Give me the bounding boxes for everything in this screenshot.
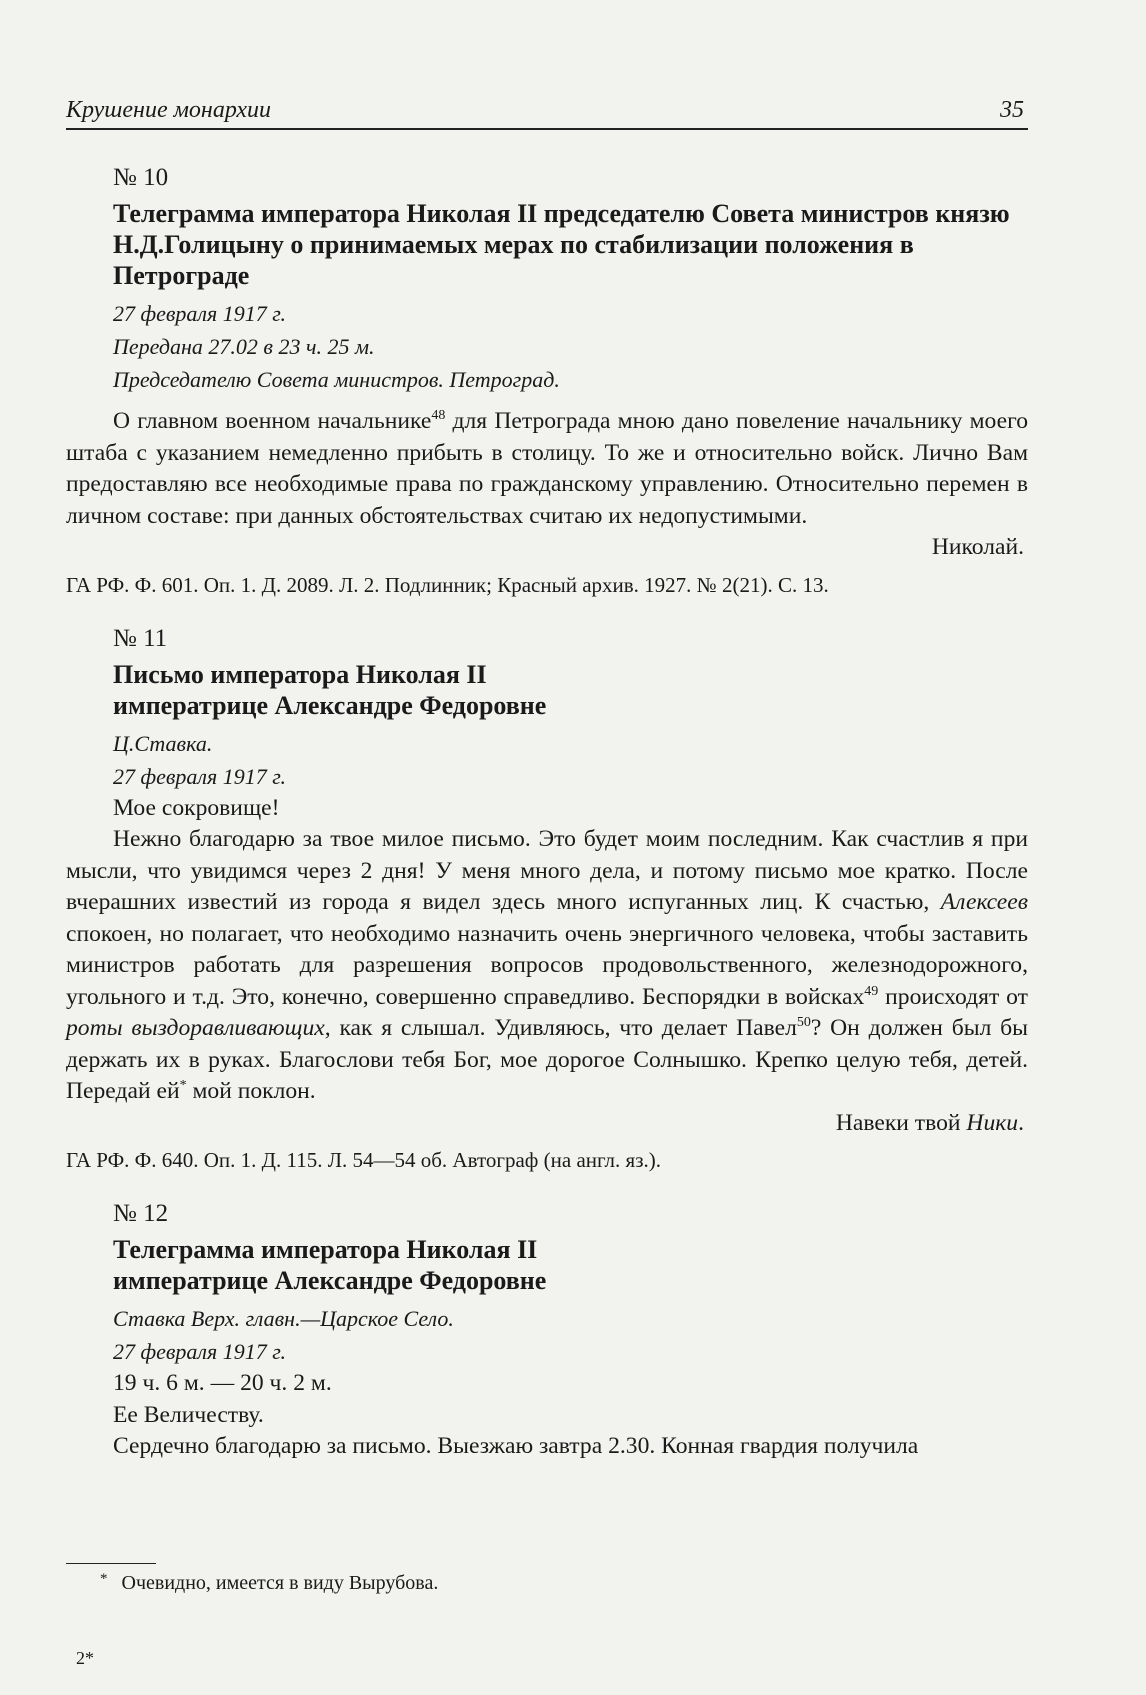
document-title: Телеграмма императора Николая II императрице Александре Федоровне — [113, 1235, 547, 1295]
body-text: , как я слышал. Удивляюсь, что делает Павел — [324, 1015, 797, 1041]
name-alekseev: Алексеев — [940, 889, 1028, 915]
document-body: Сердечно благодарю за письмо. Выезжаю завтра 2.30. Конная гвардия получила — [113, 1433, 919, 1459]
document-addressee: Председателю Совета министров. Петроград. — [113, 367, 560, 392]
document-number: № 10 — [113, 164, 169, 191]
body-text: для Петрограда мною дано повеление начальнику моего штаба с указанием немедленно прибыть в столицу. То же и относительно войск. Лично Вам предоставляю все необходимые права по гражданскому управлению. Относительно перемен в личном составе: при данных обстоятельствах считаю их недопустимыми. — [66, 408, 1029, 529]
page-content — [66, 164, 1028, 1463]
body-text: ? Он должен был бы держать их в руках. Благослови тебя Бог, мое дорогое Солнышко. Крепко целую тебя, детей. Передай ей — [66, 1015, 1028, 1104]
page-number: 35 — [1000, 97, 1024, 123]
archive-source: ГА РФ. Ф. 601. Оп. 1. Д. 2089. Л. 2. Подлинник; Красный архив. 1927. № 2(21). С. 13. — [66, 572, 829, 597]
archive-source: ГА РФ. Ф. 640. Оп. 1. Д. 115. Л. 54—54 об. Автограф (на англ. яз.). — [66, 1148, 661, 1172]
running-title: Крушение монархии — [66, 97, 271, 123]
document-route: Ставка Верх. главн.—Царское Село. — [113, 1306, 454, 1331]
body-text: Нежно благодарю за твое милое письмо. Это будет моим последним. Как счастлив я при мысли, что увидимся через 2 дня! У меня много дела, и потому письмо мое кратко. После вчерашних известий из города я видел здесь много испуганных лиц. К счастью, — [66, 826, 1028, 915]
signature-name: Ники — [966, 1109, 1019, 1136]
sheet-signature: 2* — [76, 1648, 94, 1668]
document-place: Ц.Ставка. — [113, 730, 213, 756]
signature — [66, 1108, 1028, 1140]
footnote-divider — [66, 1563, 156, 1564]
document-body — [66, 406, 1028, 532]
document-date: 27 февраля 1917 г. — [113, 1339, 287, 1364]
document-12 — [66, 1200, 1028, 1463]
footnote — [100, 1572, 438, 1595]
body-text: О главном военном начальнике — [113, 408, 432, 434]
document-number: № 11 — [113, 624, 168, 652]
footnote-mark: * — [100, 1571, 108, 1587]
footnote-ref: 49 — [864, 983, 879, 999]
document-date: 27 февраля 1917 г. — [113, 301, 287, 326]
body-text: происходят от — [878, 983, 1028, 1010]
document-addressee: Ее Величеству. — [113, 1401, 264, 1428]
spacer — [66, 1176, 1028, 1200]
body-text: мой поклон. — [186, 1078, 316, 1104]
document-time: 19 ч. 6 м. — 20 ч. 2 м. — [113, 1370, 332, 1396]
document-body — [66, 824, 1028, 1108]
body-text: спокоен, но полагает, что необходимо назначить очень энергичного человека, чтобы заставить министров работать для разрешения вопросов продовольственного, железнодорожного, угольного и т.д. Это, конечно, совершенно справедливо. Беспорядки в войсках — [66, 920, 1028, 1010]
document-11 — [66, 625, 1028, 1177]
page-header — [66, 92, 1028, 130]
document-date: 27 февраля 1917 г. — [113, 763, 287, 789]
footnote-ref: * — [179, 1078, 187, 1094]
emphasis-text: роты выздоравливающих — [66, 1015, 325, 1041]
signature: Николай. — [931, 534, 1024, 560]
footnote-ref: 48 — [431, 408, 446, 424]
closing-text: . — [1018, 1109, 1024, 1136]
document-number: № 12 — [113, 1200, 169, 1227]
closing-text: Навеки твой — [835, 1109, 967, 1136]
footnote-text: Очевидно, имеется в виду Вырубова. — [121, 1572, 439, 1594]
document-title: Телеграмма императора Николая II председателю Совета министров князю Н.Д.Голицыну о принимаемых мерах по стабилизации положения в Петрограде — [113, 199, 1010, 290]
document-sent-time: Передана 27.02 в 23 ч. 25 м. — [113, 334, 375, 359]
document-title: Письмо императора Николая II императрице Александре Федоровне — [113, 659, 547, 720]
footnote-ref: 50 — [796, 1015, 811, 1031]
spacer — [66, 601, 1028, 625]
greeting: Мое сокровище! — [113, 794, 280, 821]
document-10 — [66, 164, 1028, 601]
